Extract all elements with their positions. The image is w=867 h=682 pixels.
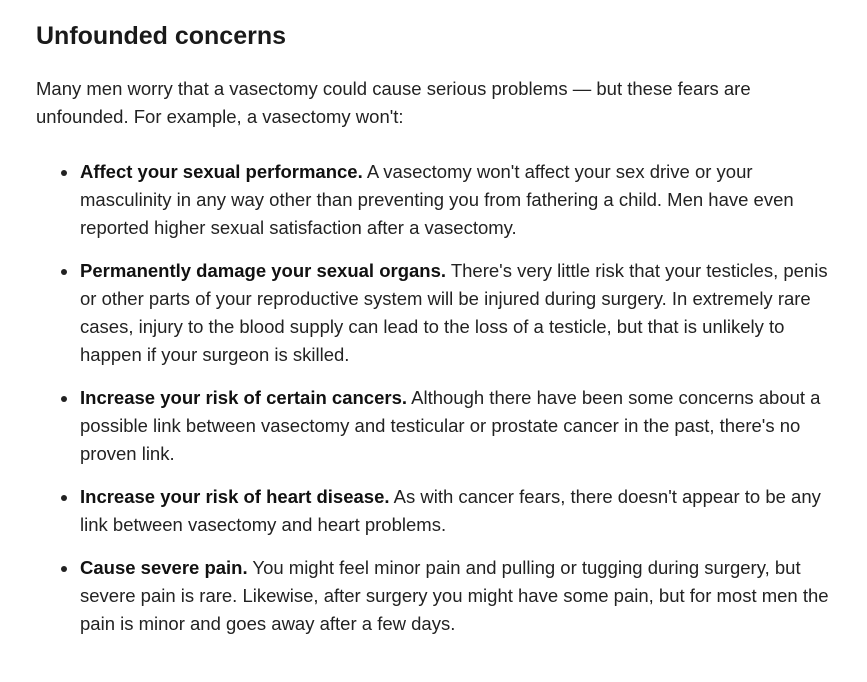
list-item	[80, 483, 831, 539]
item-text: There's very little risk that your testicles, penis or other parts of your reproductive system will be injured during surgery. In extremely rare cases, injury to the blood supply can lead to the loss of a testicle, but that is unlikely to happen if your surgeon is skilled.	[80, 260, 828, 365]
item-lead: Affect your sexual performance.	[80, 161, 363, 182]
list-item	[80, 257, 831, 369]
list-item	[80, 554, 831, 638]
item-text: A vasectomy won't affect your sex drive or your masculinity in any way other than preventing you from fathering a child. Men have even reported higher sexual satisfaction after a vasectomy.	[80, 161, 794, 238]
item-lead: Cause severe pain.	[80, 557, 248, 578]
bullet-icon	[61, 269, 67, 275]
item-text: Although there have been some concerns about a possible link between vasectomy and testicular or prostate cancer in the past, there's no proven link.	[80, 387, 821, 464]
bullet-icon	[61, 495, 67, 501]
item-text: As with cancer fears, there doesn't appear to be any link between vasectomy and heart problems.	[80, 486, 821, 535]
section-heading: Unfounded concerns	[36, 22, 287, 50]
list-item	[80, 158, 831, 242]
bullet-icon	[61, 170, 67, 176]
item-text: You might feel minor pain and pulling or tugging during surgery, but severe pain is rare. Likewise, after surgery you might have some pain, but for most men the pain is minor and goes away after a few days.	[80, 557, 829, 634]
bullet-icon	[61, 566, 67, 572]
item-lead: Increase your risk of certain cancers.	[80, 387, 408, 408]
bullet-icon	[61, 396, 67, 402]
item-lead: Increase your risk of heart disease.	[80, 486, 390, 507]
item-lead: Permanently damage your sexual organs.	[80, 260, 447, 281]
intro-paragraph: Many men worry that a vasectomy could cause serious problems — but these fears are unfounded. For example, a vasectomy won't:	[36, 78, 751, 127]
list-item	[80, 384, 831, 468]
concerns-list	[36, 158, 831, 638]
